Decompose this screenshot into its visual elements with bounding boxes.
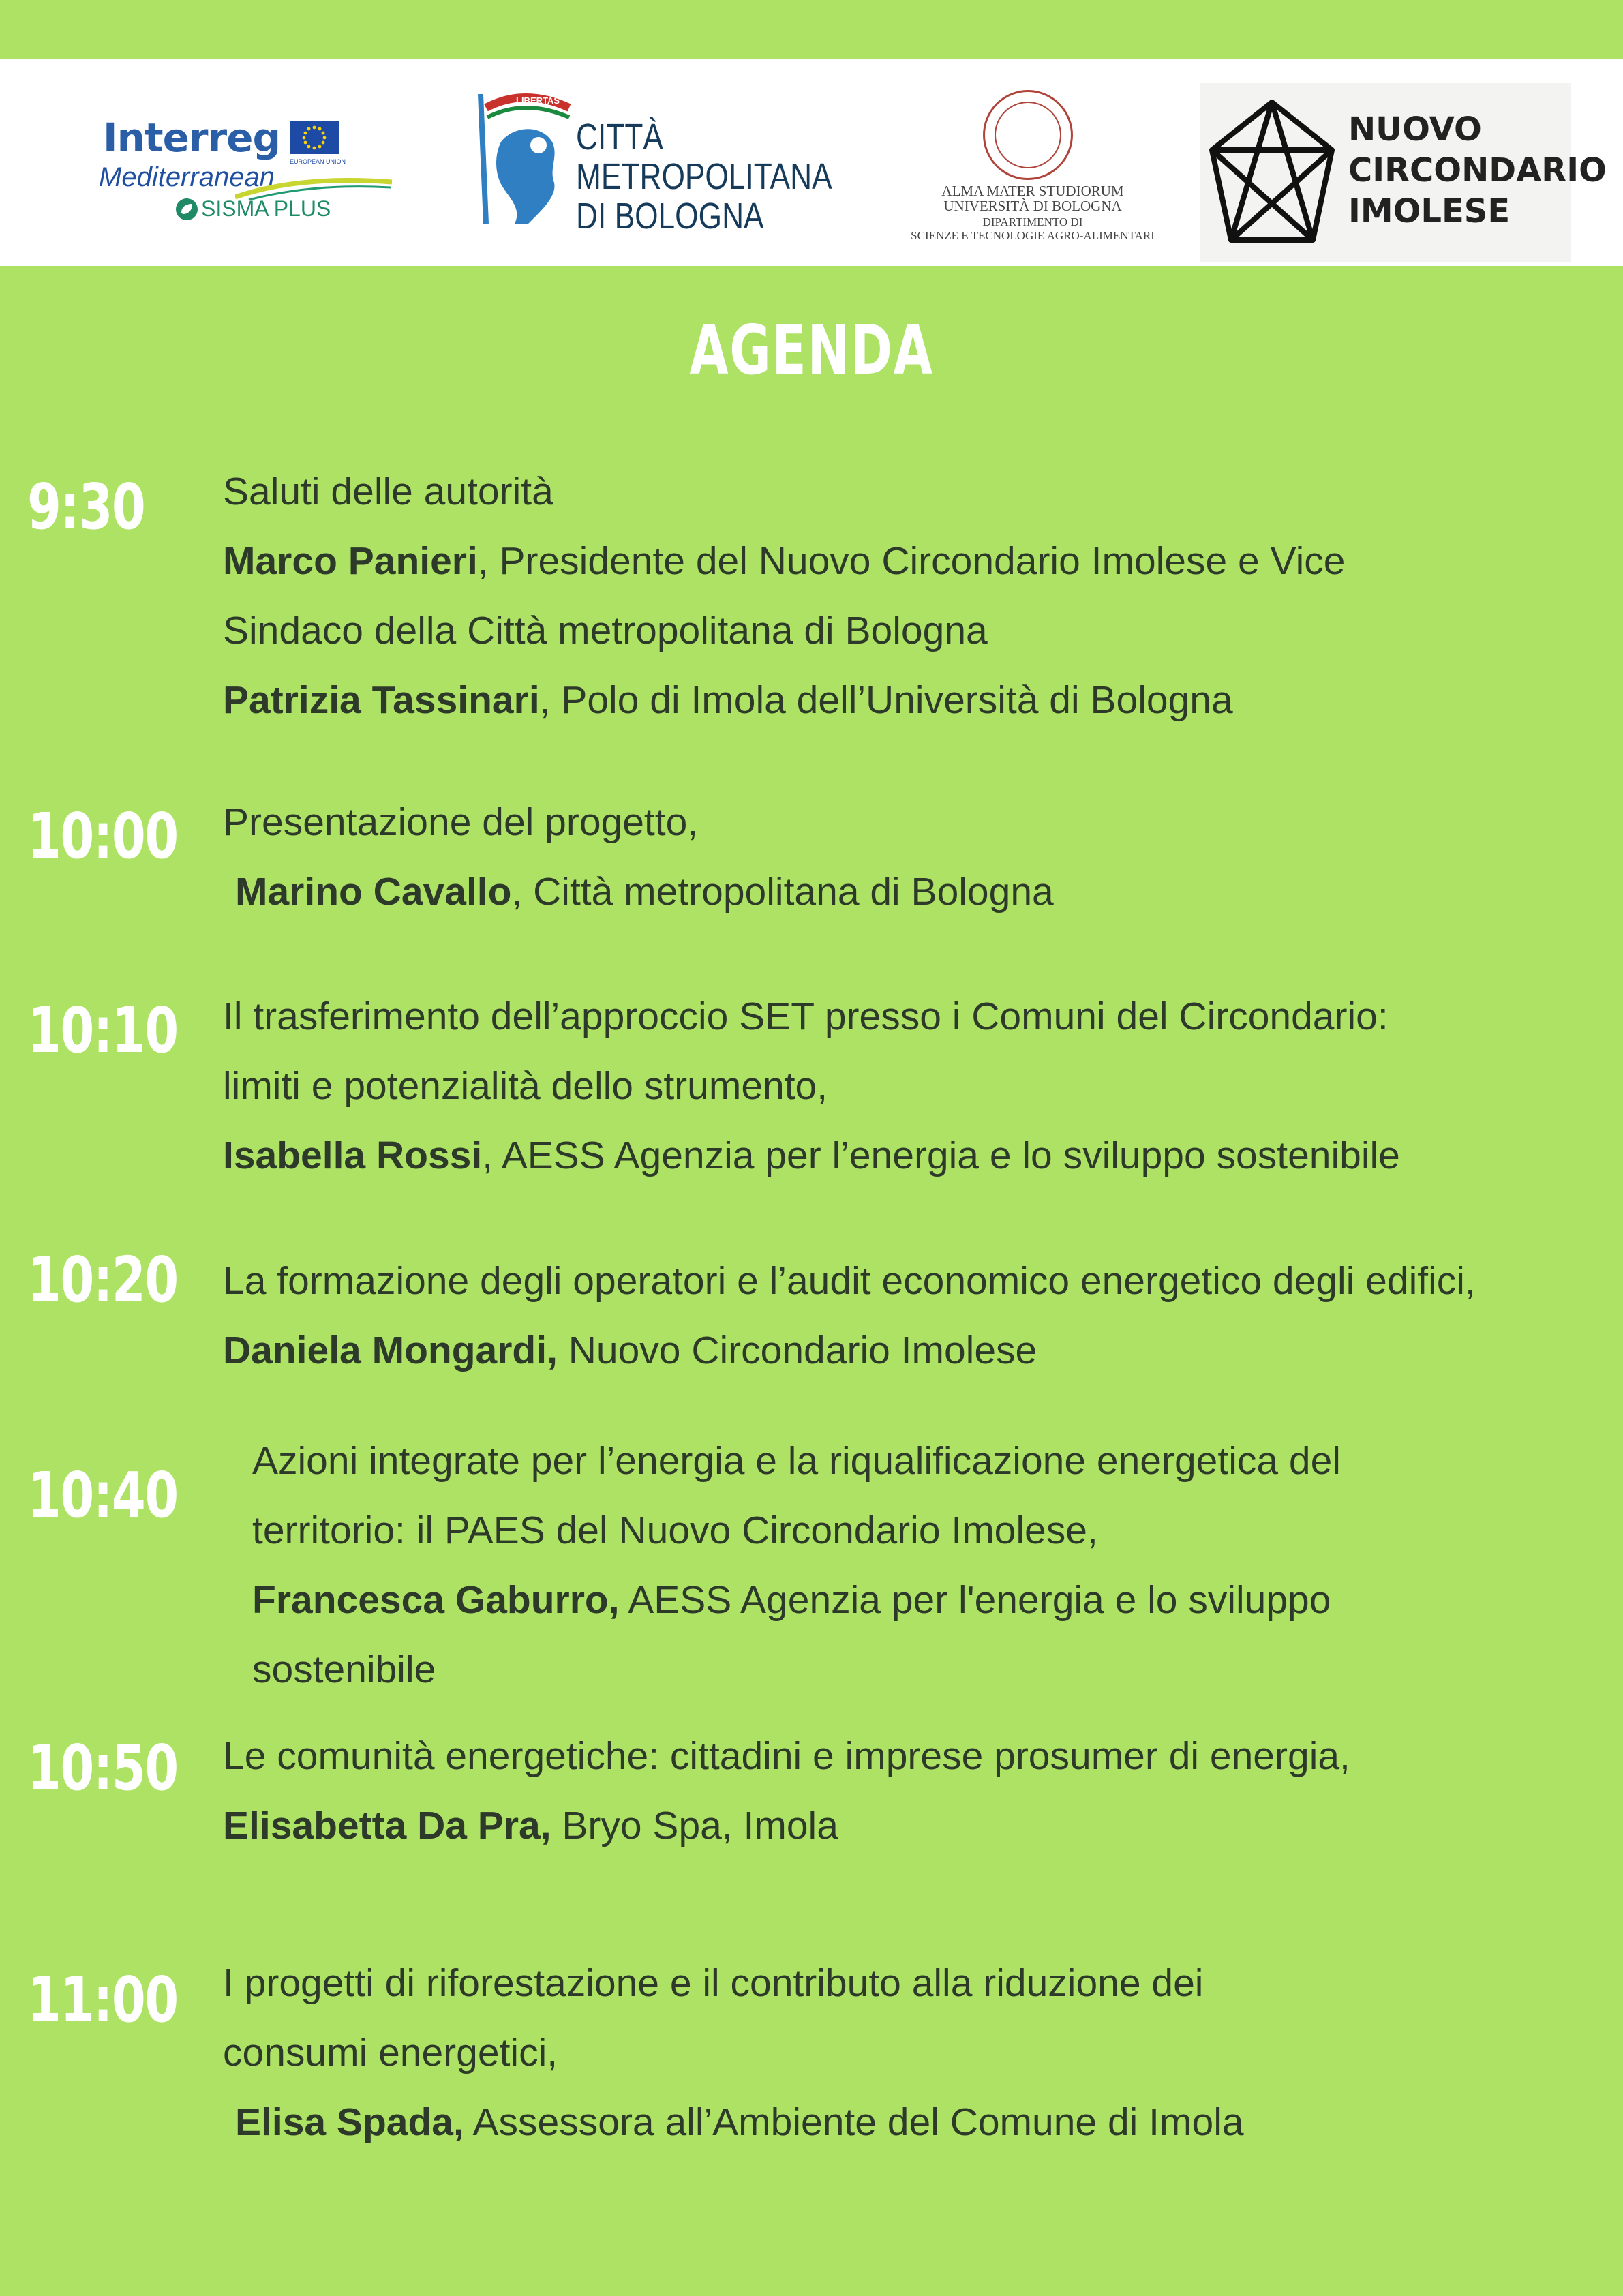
agenda-line: Marino Cavallo, Città metropolitana di Bologna — [235, 870, 1054, 913]
unibo-line-4: SCIENZE E TECNOLOGIE AGRO-ALIMENTARI — [911, 229, 1155, 242]
agenda-line: Patrizia Tassinari, Polo di Imola dell’Università di Bologna — [223, 678, 1233, 722]
agenda-line: La formazione degli operatori e l’audit economico energetico degli edifici, — [223, 1259, 1476, 1303]
agenda-line: Azioni integrate per l’energia e la riqualificazione energetica del — [252, 1439, 1341, 1483]
speaker-name: Elisabetta Da Pra, — [223, 1804, 551, 1847]
unibo-line-3: DIPARTIMENTO DI — [982, 215, 1083, 228]
time-slot: 10:10 — [27, 994, 178, 1067]
time-slot: 10:50 — [27, 1732, 178, 1804]
agenda-line: territorio: il PAES del Nuovo Circondario Imolese, — [252, 1509, 1098, 1552]
agenda-line: Presentazione del progetto, — [223, 800, 699, 844]
time-slot: 10:40 — [27, 1459, 178, 1532]
agenda-title: AGENDA — [689, 310, 934, 390]
agenda-line: Sindaco della Città metropolitana di Bologna — [223, 609, 988, 652]
time-slot: 9:30 — [27, 470, 145, 543]
time-slot: 10:00 — [27, 800, 178, 873]
nuovo-circondario-logo — [1200, 83, 1607, 262]
agenda-line: limiti e potenzialità dello strumento, — [223, 1064, 828, 1108]
polyhedron-icon — [1204, 97, 1340, 250]
speaker-name: Marco Panieri — [223, 539, 478, 583]
agenda-line: I progetti di riforestazione e il contributo alla riduzione dei — [223, 1961, 1204, 2005]
unibo-line-1: ALMA MATER STUDIORUM — [941, 183, 1124, 199]
eu-flag-icon — [290, 121, 339, 154]
university-seal-icon — [983, 90, 1073, 180]
lion-crest-icon — [474, 87, 576, 237]
speaker-name: Francesca Gaburro, — [252, 1578, 620, 1622]
speaker-name: Marino Cavallo — [235, 870, 512, 913]
speaker-name: Patrizia Tassinari — [223, 678, 540, 722]
nci-line-2: CIRCONDARIO — [1348, 151, 1607, 190]
agenda-line: Le comunità energetiche: cittadini e imprese prosumer di energia, — [223, 1734, 1350, 1778]
speaker-name: Daniela Mongardi, — [223, 1329, 558, 1372]
agenda-line: Elisa Spada, Assessora all’Ambiente del Comune di Imola — [235, 2100, 1244, 2144]
citta-line-2: METROPOLITANA — [576, 156, 832, 197]
agenda-line: Elisabetta Da Pra, Bryo Spa, Imola — [223, 1804, 838, 1847]
interreg-logo — [99, 109, 385, 232]
unibo-logo — [907, 82, 1159, 252]
citta-line-3: DI BOLOGNA — [576, 196, 764, 237]
nci-line-3: IMOLESE — [1348, 192, 1511, 230]
unibo-line-2: UNIVERSITÀ DI BOLOGNA — [943, 198, 1122, 214]
citta-line-1: CITTÀ — [576, 117, 663, 157]
agenda-line: Isabella Rossi, AESS Agenzia per l’energia e lo sviluppo sostenibile — [223, 1134, 1400, 1177]
citta-metropolitana-logo — [474, 87, 832, 244]
agenda-line: consumi energetici, — [223, 2031, 558, 2074]
agenda-line: Francesca Gaburro, AESS Agenzia per l'energia e lo sviluppo — [252, 1578, 1331, 1622]
speaker-name: Elisa Spada, — [235, 2100, 464, 2144]
interreg-programme: Mediterranean — [99, 162, 275, 192]
speaker-name: Isabella Rossi — [223, 1134, 483, 1177]
time-slot: 10:20 — [27, 1243, 178, 1316]
agenda-line: Il trasferimento dell’approccio SET presso i Comuni del Circondario: — [223, 995, 1389, 1038]
agenda-line: Saluti delle autorità — [223, 470, 553, 513]
interreg-wordmark: Interreg — [103, 115, 280, 161]
time-slot: 11:00 — [27, 1963, 178, 2036]
sisma-plus-label: SISMA PLUS — [201, 196, 331, 221]
sisma-leaf-icon — [175, 198, 198, 221]
agenda-line: Marco Panieri, Presidente del Nuovo Circondario Imolese e Vice — [223, 539, 1346, 583]
agenda-line: Daniela Mongardi, Nuovo Circondario Imolese — [223, 1329, 1037, 1372]
nci-line-1: NUOVO — [1348, 110, 1482, 149]
eu-label: EUROPEAN UNION — [290, 158, 346, 165]
ribbon-text: LIBERTAS — [516, 95, 560, 106]
agenda-line: sostenibile — [252, 1648, 436, 1691]
